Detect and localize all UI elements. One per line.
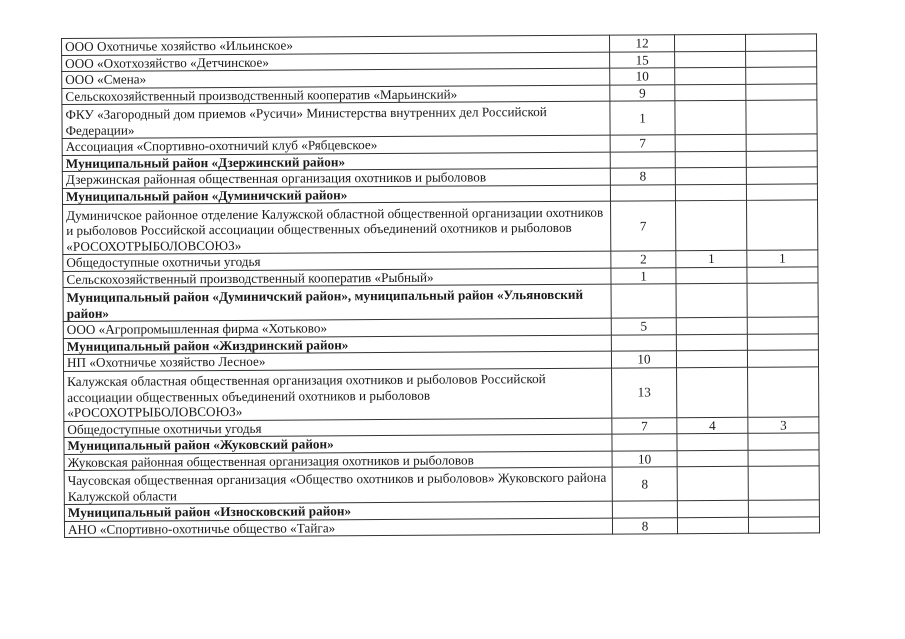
quota-cell: 12 (609, 35, 674, 52)
organization-name-cell: НП «Охотничье хозяйство Лесное» (63, 351, 611, 371)
column-3-cell (746, 134, 817, 151)
column-3-cell (746, 183, 817, 200)
column-2-cell (677, 367, 748, 417)
column-3-cell (747, 333, 818, 350)
organization-name-cell: ООО «Агропромышленная фирма «Хотьково» (63, 318, 611, 338)
column-2-cell (677, 500, 748, 517)
organization-name-cell: Муниципальный район «Дзержинский район» (62, 152, 610, 172)
organization-name-cell: Сельскохозяйственный производственный кооператив «Рыбный» (63, 268, 611, 288)
column-3-cell (746, 50, 817, 67)
column-2-cell (675, 184, 746, 201)
column-3-cell (748, 516, 819, 533)
column-2-cell (677, 517, 748, 534)
organization-name-cell: Муниципальный район «Жуковский район» (64, 434, 612, 454)
column-2-cell (675, 51, 746, 68)
column-2-cell (674, 34, 745, 51)
table-row (62, 100, 817, 139)
organization-name-cell: Общедоступные охотничьи угодья (63, 251, 611, 271)
column-3-cell (745, 34, 816, 51)
column-3-cell (746, 83, 817, 100)
table-body (62, 34, 820, 538)
organization-name-cell: Жуковская районная общественная организация охотников и рыболовов (64, 451, 612, 471)
quota-cell: 8 (610, 168, 675, 185)
quota-cell: 1 (610, 101, 675, 135)
quota-cell: 7 (611, 201, 676, 251)
quota-cell: 7 (612, 417, 677, 434)
column-3-cell (746, 150, 817, 167)
column-3-cell (748, 449, 819, 466)
organization-name-cell: Чаусовская общественная организация «Общество охотников и рыболовов» Жуковского района Калужской области (64, 467, 612, 504)
quota-cell (610, 151, 675, 168)
column-2-cell (677, 433, 748, 450)
column-2-cell (675, 167, 746, 184)
table-row (63, 200, 818, 255)
quota-cell: 10 (612, 450, 677, 467)
column-2-cell (676, 283, 747, 317)
organization-name-cell: АНО «Спортивно-охотничье общество «Тайга» (64, 518, 612, 538)
organization-name-cell: ООО Охотничье хозяйство «Ильинское» (62, 35, 610, 55)
column-3-cell (746, 167, 817, 184)
quota-cell (612, 501, 677, 518)
hunting-grounds-table (61, 33, 820, 538)
column-3-cell (747, 266, 818, 283)
column-2-cell (675, 100, 746, 134)
quota-cell (612, 434, 677, 451)
column-2-cell (676, 350, 747, 367)
organization-name-cell: Муниципальный район «Жиздринский район» (63, 335, 611, 355)
organization-name-cell: ООО «Смена» (62, 68, 610, 88)
quota-cell: 7 (610, 135, 675, 152)
quota-cell: 1 (611, 267, 676, 284)
organization-name-cell: Ассоциация «Спортивно-охотничий клуб «Рябцевское» (62, 135, 610, 155)
column-3-cell (747, 317, 818, 334)
column-3-cell (748, 366, 819, 416)
column-2-cell (676, 317, 747, 334)
column-3-cell (747, 200, 818, 250)
organization-name-cell: Муниципальный район «Думиничский район», муниципальный район «Ульяновский район» (63, 284, 611, 321)
organization-name-cell: ФКУ «Загородный дом приемов «Русичи» Министерства внутренних дел Российской Федерации» (62, 101, 610, 138)
section-header-row (63, 283, 818, 322)
column-2-cell (675, 84, 746, 101)
organization-name-cell: Общедоступные охотничьи угодья (64, 418, 612, 438)
organization-name-cell: Муниципальный район «Износковский район» (64, 501, 612, 521)
column-3-cell (746, 67, 817, 84)
document-page (61, 33, 820, 538)
column-2-cell (675, 134, 746, 151)
table-row (64, 466, 819, 505)
column-2-cell (675, 67, 746, 84)
column-2-cell (676, 267, 747, 284)
table-row (64, 366, 819, 421)
organization-name-cell: Калужская областная общественная организация охотников и рыболовов Российской ассоциации общественных объединений охотников и рыболовов «РОСОХОТРЫБОЛОВСОЮЗ» (64, 368, 612, 421)
column-2-cell (676, 334, 747, 351)
column-3-cell: 3 (748, 416, 819, 433)
quota-cell: 8 (612, 517, 677, 534)
column-3-cell (748, 500, 819, 517)
column-3-cell (747, 350, 818, 367)
quota-cell: 2 (611, 251, 676, 268)
column-3-cell (746, 100, 817, 134)
quota-cell: 10 (610, 68, 675, 85)
quota-cell: 9 (610, 84, 675, 101)
column-3-cell (747, 283, 818, 317)
quota-cell: 15 (610, 51, 675, 68)
column-2-cell (677, 450, 748, 467)
column-2-cell: 4 (677, 417, 748, 434)
column-3-cell: 1 (747, 250, 818, 267)
column-2-cell: 1 (676, 250, 747, 267)
column-2-cell (675, 151, 746, 168)
organization-name-cell: Муниципальный район «Думиничский район» (62, 185, 610, 205)
quota-cell: 13 (612, 367, 677, 417)
quota-cell (610, 184, 675, 201)
organization-name-cell: Сельскохозяйственный производственный кооператив «Марьинский» (62, 85, 610, 105)
quota-cell (611, 334, 676, 351)
column-2-cell (677, 466, 748, 500)
organization-name-cell: Дзержинская районная общественная организация охотников и рыболовов (62, 168, 610, 188)
quota-cell: 5 (611, 318, 676, 335)
organization-name-cell: ООО «Охотхозяйство «Детчинское» (62, 52, 610, 72)
column-3-cell (748, 466, 819, 500)
quota-cell: 8 (612, 467, 677, 501)
quota-cell: 10 (611, 351, 676, 368)
column-3-cell (748, 433, 819, 450)
column-2-cell (676, 200, 747, 250)
quota-cell (611, 284, 676, 318)
organization-name-cell: Думиничское районное отделение Калужской областной общественной организации охотников и рыболовов Российской ассоциации общественных объединений охотников и рыболовов «РОСОХОТРЫБОЛОВСОЮЗ» (63, 201, 611, 254)
